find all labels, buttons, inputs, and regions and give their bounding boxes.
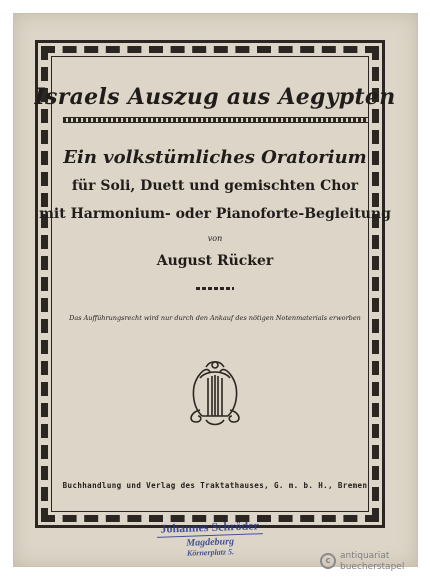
performance-rights-notice: Das Aufführungsrecht wird nur durch den Ankauf des nötigen Notenmaterials erworben — [69, 314, 361, 322]
author-name: August Rücker — [156, 253, 274, 269]
page-title: Israels Auszug aus Aegypten — [34, 84, 396, 110]
title-divider — [63, 117, 368, 123]
watermark-line2: buecherstapel — [340, 562, 405, 572]
owner-stamp — [151, 516, 268, 560]
publisher-imprint: Buchhandlung und Verlag des Traktathauses, G. m. b. H., Bremen — [62, 481, 368, 490]
stamp-name: Johannes Schröder — [156, 518, 263, 538]
by-label: von — [207, 234, 223, 243]
stamp-city: Magdeburg — [186, 536, 235, 549]
watermark — [320, 551, 428, 575]
watermark-line1: antiquariat — [340, 551, 390, 561]
accompaniment-line: mit Harmonium- oder Pianoforte-Begleitung — [39, 206, 391, 222]
lyre-icon — [186, 356, 244, 428]
voicing-line: für Soli, Duett und gemischten Chor — [71, 178, 359, 194]
stamp-street: Körnerplatz 5. — [186, 547, 235, 558]
subtitle: Ein volkstümliches Oratorium — [63, 147, 367, 168]
copyright-icon: c — [320, 553, 336, 569]
separator-ornament — [196, 287, 234, 290]
ornamental-border — [35, 40, 385, 528]
